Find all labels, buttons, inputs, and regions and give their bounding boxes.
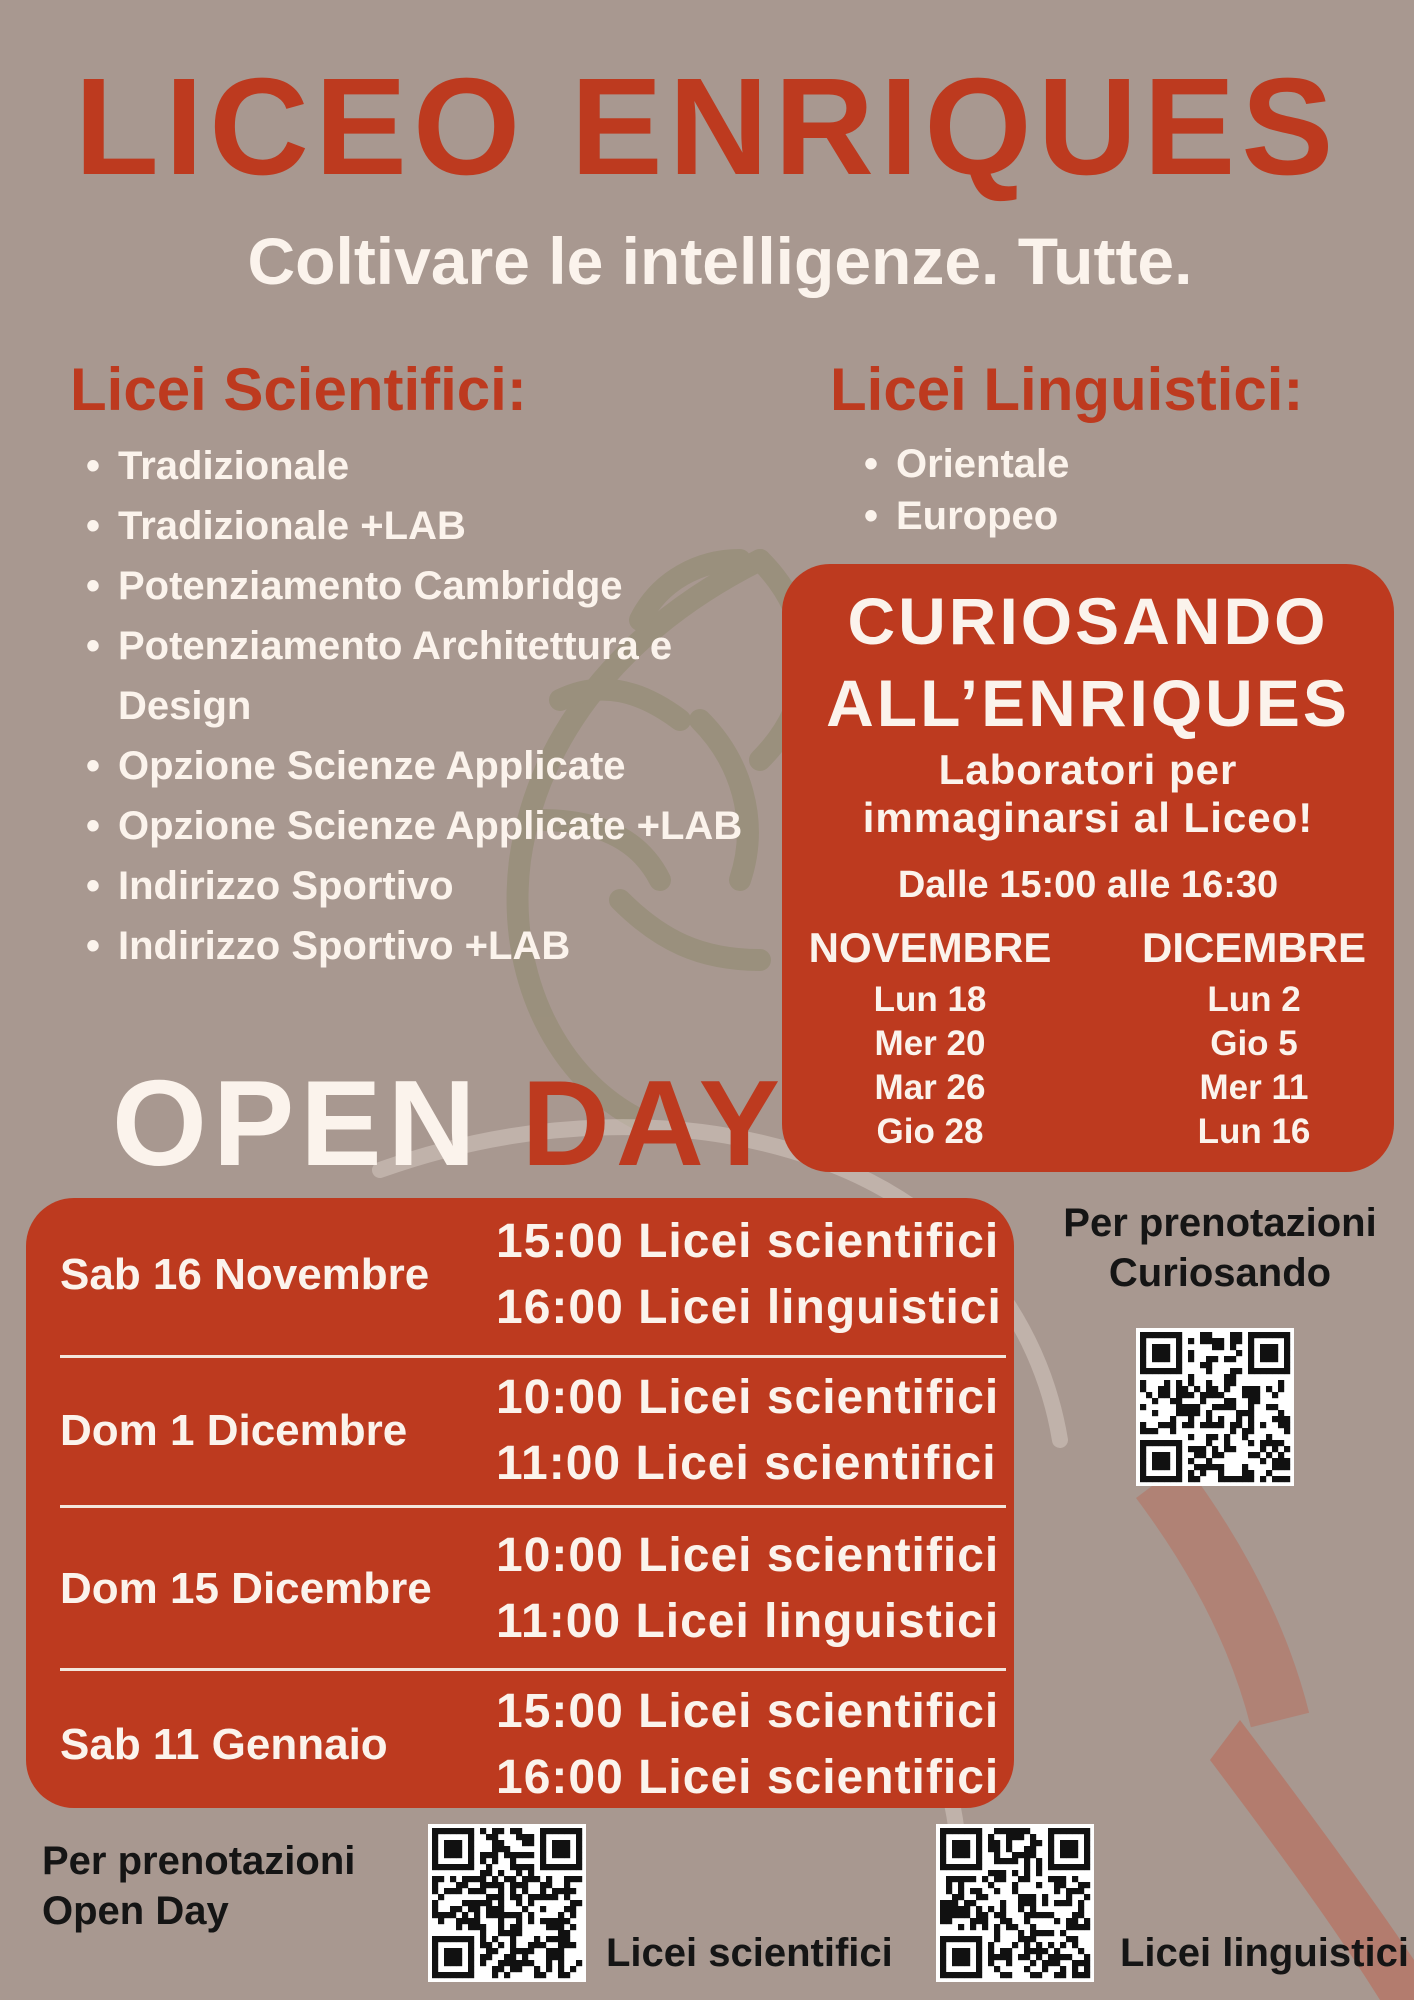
qr-label-linguistici: Licei linguistici bbox=[1120, 1931, 1409, 1975]
month-name: NOVEMBRE bbox=[808, 924, 1052, 971]
list-item: • Potenziamento Architettura e bbox=[118, 616, 798, 676]
divider bbox=[60, 1505, 1006, 1508]
linguistici-heading: Licei Linguistici: bbox=[830, 356, 1304, 423]
schedule-time: 11:00 Licei linguistici bbox=[496, 1595, 1000, 1648]
schedule-date: Sab 16 Novembre bbox=[60, 1250, 430, 1299]
month-date: Mer 11 bbox=[1199, 1068, 1309, 1107]
bullet-dot-icon: • bbox=[86, 744, 101, 788]
list-item: • Potenziamento Cambridge bbox=[118, 556, 798, 616]
list-item: • Indirizzo Sportivo +LAB bbox=[118, 916, 798, 976]
schedule-row bbox=[60, 1200, 1004, 1350]
bullet-dot-icon: • bbox=[86, 504, 101, 548]
list-item: • Tradizionale bbox=[118, 436, 798, 496]
school-motto: Coltivare le intelligenze. Tutte. bbox=[247, 224, 1193, 298]
open-day-heading: OPEN DAY bbox=[112, 1055, 787, 1191]
schedule-time: 11:00 Licei scientifici bbox=[496, 1437, 997, 1490]
scientifici-heading: Licei Scientifici: bbox=[70, 356, 527, 423]
openday-booking-label: Per prenotazioni Open Day bbox=[42, 1839, 356, 1933]
list-item: • Tradizionale +LAB bbox=[118, 496, 798, 556]
schedule-date: Sab 11 Gennaio bbox=[60, 1720, 388, 1769]
schedule-row bbox=[60, 1356, 1004, 1506]
school-title: LICEO ENRIQUES bbox=[74, 50, 1340, 204]
schedule-row bbox=[60, 1670, 1004, 1820]
month-date: Gio 5 bbox=[1210, 1024, 1298, 1063]
bullet-dot-icon: • bbox=[86, 624, 101, 668]
month-date: Lun 18 bbox=[873, 980, 987, 1019]
curiosando-title: CURIOSANDO ALL’ENRIQUES bbox=[826, 584, 1350, 740]
schedule-time: 15:00 Licei scientifici bbox=[496, 1215, 1000, 1268]
bullet-dot-icon: • bbox=[86, 804, 101, 848]
month-date: Mer 20 bbox=[874, 1024, 986, 1063]
month-date: Gio 28 bbox=[876, 1112, 984, 1151]
list-item: • Opzione Scienze Applicate +LAB bbox=[118, 796, 798, 856]
linguistici-list bbox=[864, 438, 1296, 542]
qr-label-scientifici: Licei scientifici bbox=[606, 1931, 893, 1975]
month-column-novembre bbox=[800, 918, 1060, 1154]
qr-code-icon[interactable] bbox=[428, 1824, 586, 1982]
scientifici-list bbox=[86, 436, 798, 976]
qr-code-icon[interactable] bbox=[1136, 1328, 1294, 1486]
list-item: • Indirizzo Sportivo bbox=[118, 856, 798, 916]
list-item-continuation: Design bbox=[118, 684, 252, 728]
month-date: Mar 26 bbox=[874, 1068, 986, 1107]
schedule-time: 15:00 Licei scientifici bbox=[496, 1685, 1000, 1738]
month-date: Lun 2 bbox=[1207, 980, 1301, 1019]
month-column-dicembre bbox=[1124, 918, 1384, 1154]
bullet-dot-icon: • bbox=[86, 924, 101, 968]
schedule-time: 16:00 Licei linguistici bbox=[496, 1281, 1002, 1334]
bullet-dot-icon: • bbox=[86, 444, 101, 488]
schedule-time: 10:00 Licei scientifici bbox=[496, 1371, 1000, 1424]
qr-code-icon[interactable] bbox=[936, 1824, 1094, 1982]
bullet-dot-icon: • bbox=[86, 864, 101, 908]
list-item: • Opzione Scienze Applicate bbox=[118, 736, 798, 796]
curiosando-booking-label: Per prenotazioni Curiosando bbox=[1063, 1201, 1377, 1295]
schedule-row bbox=[60, 1514, 1004, 1664]
schedule-date: Dom 1 Dicembre bbox=[60, 1406, 408, 1455]
schedule-time: 10:00 Licei scientifici bbox=[496, 1529, 1000, 1582]
bullet-dot-icon: • bbox=[864, 494, 879, 538]
bullet-dot-icon: • bbox=[86, 564, 101, 608]
schedule-time: 16:00 Licei scientifici bbox=[496, 1751, 1000, 1804]
bullet-dot-icon: • bbox=[864, 442, 879, 486]
schedule-date: Dom 15 Dicembre bbox=[60, 1564, 432, 1613]
curiosando-hours: Dalle 15:00 alle 16:30 bbox=[897, 864, 1279, 906]
month-name: DICEMBRE bbox=[1141, 924, 1366, 971]
month-date: Lun 16 bbox=[1197, 1112, 1311, 1151]
curiosando-subtitle: Laboratori per immaginarsi al Liceo! bbox=[862, 746, 1314, 841]
list-item: • Europeo bbox=[896, 490, 1296, 542]
list-item: • Orientale bbox=[896, 438, 1296, 490]
